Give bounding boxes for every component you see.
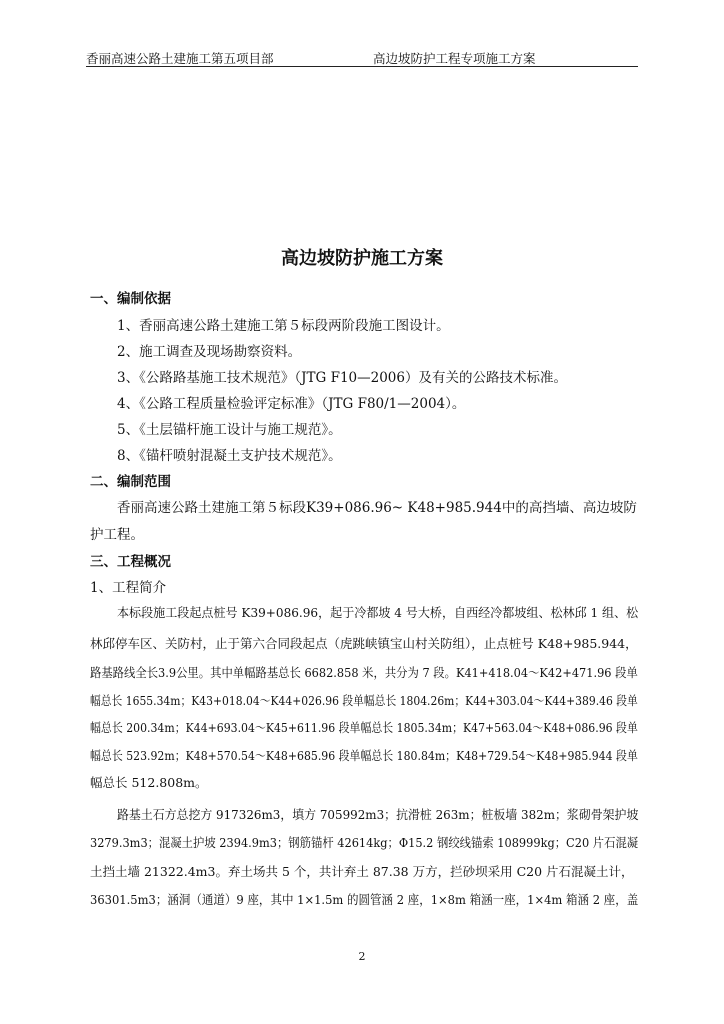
reference-item: 2、施工调查及现场勘察资料。 — [117, 344, 302, 360]
reference-item: 5、《土层锚杆施工设计与施工规范》。 — [117, 422, 342, 438]
scope-text: 香丽高速公路土建施工第５标段K39+086.96~ K48+985.944中的高挡墙、高边坡防 — [117, 500, 637, 516]
reference-item: 3、《公路路基施工技术规范》（JTG F10—2006）及有关的公路技术标准。 — [117, 370, 567, 386]
document-title: 高边坡防护施工方案 — [281, 248, 443, 269]
overview-line: 幅总长 1655.34m；K43+018.04～K44+026.96 段单幅总长 1804.26m；K44+303.04～K44+389.46 段单 — [90, 693, 638, 708]
section-1-heading: 一、编制依据 — [90, 291, 171, 307]
overview-line: 幅总长 200.34m；K44+693.04～K45+611.96 段单幅总长 1805.34m；K47+563.04～K48+086.96 段单 — [90, 720, 638, 735]
scope-text: 护工程。 — [90, 527, 144, 543]
quantities-line: 3279.3m3；混凝土护坡 2394.9m3；钢筋锚杆 42614kg；Φ15.2 钢绞线锚索 108999kg；C20 片石混凝 — [90, 835, 639, 850]
header-left-text: 香丽高速公路土建施工第五项目部 — [86, 51, 274, 66]
reference-item: 4、《公路工程质量检验评定标准》（JTG F80/1—2004）。 — [117, 396, 466, 412]
header-right-text: 高边坡防护工程专项施工方案 — [373, 51, 536, 66]
reference-item: 8、《锚杆喷射混凝土支护技术规范》。 — [117, 448, 342, 464]
subsection-heading: 1、工程简介 — [90, 580, 167, 596]
page-header — [86, 46, 638, 67]
section-2-heading: 二、编制范围 — [90, 474, 171, 490]
overview-line: 幅总长 512.808m。 — [90, 775, 208, 790]
overview-line: 幅总长 523.92m；K48+570.54～K48+685.96 段单幅总长 180.84m；K48+729.54～K48+985.944 段单 — [90, 748, 638, 763]
quantities-line: 路基土石方总挖方 917326m3，填方 705992m3；抗滑桩 263m；桩板墙 382m；浆砌骨架护坡 — [117, 807, 639, 822]
quantities-line: 36301.5m3；涵洞（通道）9 座，其中 1×1.5m 的圆管涵 2 座，1×8m 箱涵一座，1×4m 箱涵 2 座，盖 — [90, 892, 639, 907]
page-number: 2 — [358, 950, 366, 963]
quantities-line: 土挡土墙 21322.4m3。弃土场共 5 个，共计弃土 87.38 万方，拦砂坝采用 C20 片石混凝土计， — [90, 864, 634, 879]
overview-line: 林邱停车区、关防村，止于第六合同段起点（虎跳峡镇宝山村关防组），止点桩号 K48+985.944， — [90, 636, 638, 651]
overview-line: 路基路线全长3.9公里。其中单幅路基总长 6682.858 米，共分为 7 段。K41+418.04～K42+471.96 段单 — [90, 665, 638, 680]
overview-line: 本标段施工段起点桩号 K39+086.96，起于冷都坡 4 号大桥，自西经冷都坡组、松林邱 1 组、松 — [117, 605, 639, 620]
section-3-heading: 三、工程概况 — [90, 554, 171, 570]
reference-item: 1、香丽高速公路土建施工第５标段两阶段施工图设计。 — [117, 318, 450, 334]
